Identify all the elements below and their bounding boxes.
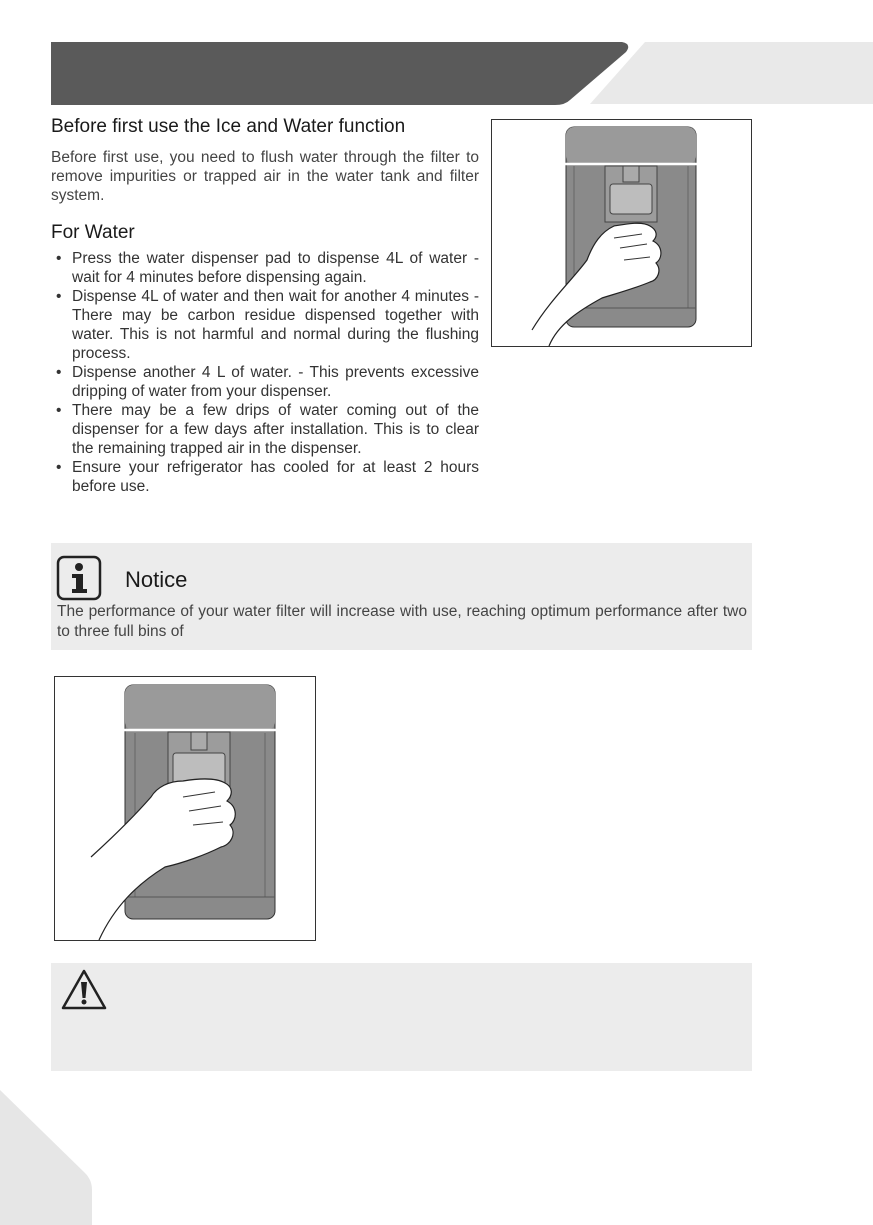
list-item: • Press the water dispenser pad to dispense 4L of water - wait for 4 minutes before dispensing again. (51, 249, 479, 287)
dispenser-figure-top (491, 119, 752, 347)
hand-pressing-dispenser-illustration (492, 120, 751, 346)
water-steps-list (51, 249, 479, 496)
warning-panel (51, 963, 752, 1071)
notice-title: Notice (125, 567, 188, 592)
warning-icon (60, 968, 108, 1012)
hand-pressing-dispenser-illustration (55, 677, 315, 940)
corner-tab (0, 1085, 95, 1225)
list-item: • Dispense another 4 L of water. - This prevents excessive dripping of water from your dispenser. (51, 363, 479, 401)
notice-panel (51, 543, 752, 650)
notice-text: The performance of your water filter will increase with use, reaching optimum performance after two to three full bins of (57, 603, 747, 640)
dispenser-figure-bottom (54, 676, 316, 941)
section-title: Before first use the Ice and Water function (51, 116, 406, 137)
water-heading: For Water (51, 222, 135, 243)
info-icon (56, 555, 102, 601)
list-item: • There may be a few drips of water coming out of the dispenser for a few days after installation. This is to clear the remaining trapped air in the dispenser. (51, 401, 479, 458)
header-banner (0, 0, 873, 110)
list-item: • Ensure your refrigerator has cooled for at least 2 hours before use. (51, 458, 479, 496)
intro-paragraph: Before first use, you need to flush water through the filter to remove impurities or trapped air in the water tank and filter system. (51, 149, 479, 204)
list-item: • Dispense 4L of water and then wait for another 4 minutes - There may be carbon residue dispensed together with water. This is not harmful and normal during the flushing process. (51, 287, 479, 363)
